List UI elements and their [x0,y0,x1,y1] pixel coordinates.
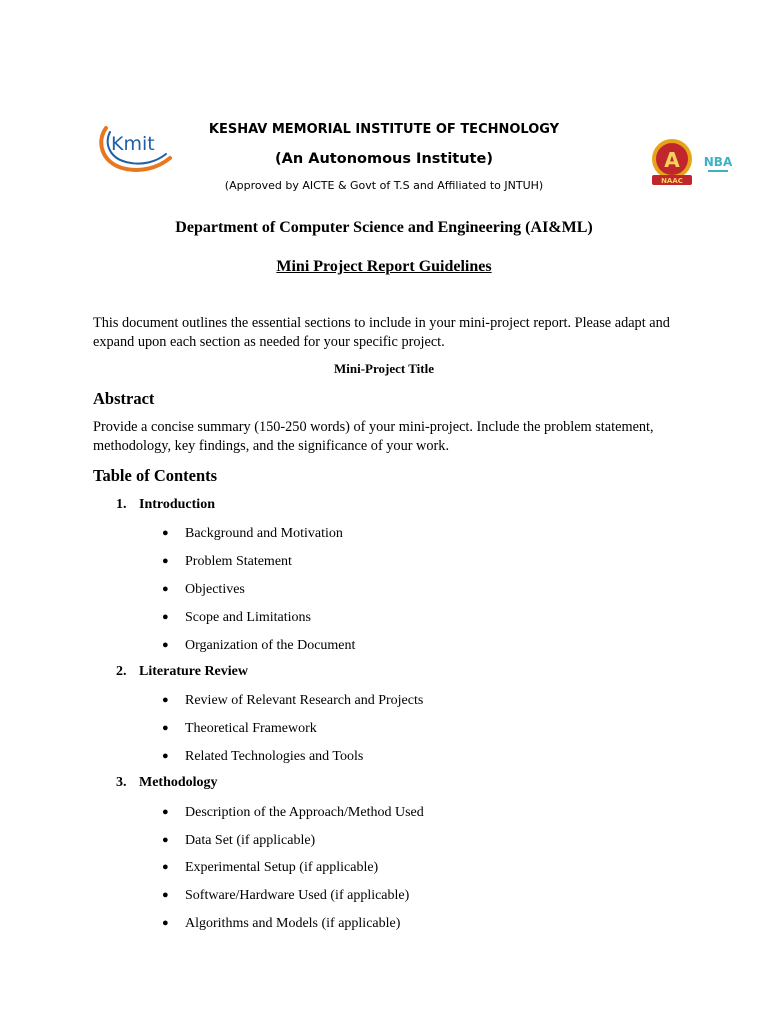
bullet-icon: ● [162,722,169,734]
bullet-icon: ● [162,555,169,567]
toc-section-title: Literature Review [139,664,248,679]
toc-subitem-label: Software/Hardware Used (if applicable) [185,888,410,903]
toc-section [116,662,248,682]
toc-subitem-label: Organization of the Document [185,638,356,653]
toc-section-number: 2. [116,664,127,679]
bullet-icon: ● [162,694,169,706]
toc-subitem [162,857,378,878]
toc-subitem [162,718,317,739]
toc-subitem-label: Theoretical Framework [185,721,317,736]
bullet-icon: ● [162,750,169,762]
nba-logo-text: NBA [704,155,732,169]
toc-subitem [162,885,409,906]
approval-note: (Approved by AICTE & Govt of T.S and Affiliated to JNTUH) [224,179,544,192]
toc-subitem [162,551,292,572]
abstract-heading: Abstract [93,389,155,408]
toc-subitem [162,607,311,628]
toc-subitem-label: Description of the Approach/Method Used [185,805,424,820]
toc-heading: Table of Contents [93,466,218,485]
toc-subitem [162,523,343,544]
toc-subitem [162,579,245,600]
kmit-logo-text: Kmit [111,133,155,155]
kmit-logo [96,118,174,174]
toc-section [116,773,218,793]
toc-subitem [162,913,400,934]
mini-project-title: Mini-Project Title [333,361,434,376]
toc-subitem [162,830,315,851]
bullet-icon: ● [162,917,169,929]
toc-section-title: Methodology [139,775,218,790]
toc-subitem-label: Problem Statement [185,554,292,569]
institute-subtitle: (An Autonomous Institute) [275,151,493,167]
bullet-icon: ● [162,861,169,873]
toc-subitem-label: Objectives [185,582,245,597]
toc-subitem-label: Experimental Setup (if applicable) [185,860,379,875]
naac-badge-text: NAAC [661,177,683,185]
toc-subitem-label: Review of Relevant Research and Projects [185,693,424,708]
bullet-icon: ● [162,806,169,818]
bullet-icon: ● [162,611,169,623]
toc-subitem-label: Data Set (if applicable) [185,833,316,848]
toc-subitem [162,802,424,823]
abstract-text: Provide a concise summary (150-250 words) of your mini-project. Include the problem statement, methodology, key findings, and the significance of your work. [93,419,654,454]
toc-subitem-label: Background and Motivation [185,526,343,541]
bullet-icon: ● [162,527,169,539]
naac-badge-letter: A [664,148,680,172]
institute-name: KESHAV MEMORIAL INSTITUTE OF TECHNOLOGY [208,122,560,137]
toc-subitem-label: Scope and Limitations [185,610,311,625]
toc-section-number: 1. [116,497,127,512]
toc-section [116,495,215,515]
toc-subitem-label: Algorithms and Models (if applicable) [185,916,401,931]
naac-badge [644,137,700,189]
toc-section-number: 3. [116,775,127,790]
toc-subitem [162,635,355,656]
toc-section-title: Introduction [139,497,215,512]
toc-subitem [162,690,423,711]
bullet-icon: ● [162,834,169,846]
intro-paragraph: This document outlines the essential sections to include in your mini-project report. Please adapt and expand upon each section as needed for your specific project. [93,315,670,350]
document-title: Mini Project Report Guidelines [276,258,492,275]
nba-logo [704,148,732,178]
department-title: Department of Computer Science and Engineering (AI&ML) [175,219,593,236]
toc-subitem-label: Related Technologies and Tools [185,749,364,764]
toc-subitem [162,746,363,767]
bullet-icon: ● [162,583,169,595]
bullet-icon: ● [162,639,169,651]
bullet-icon: ● [162,889,169,901]
